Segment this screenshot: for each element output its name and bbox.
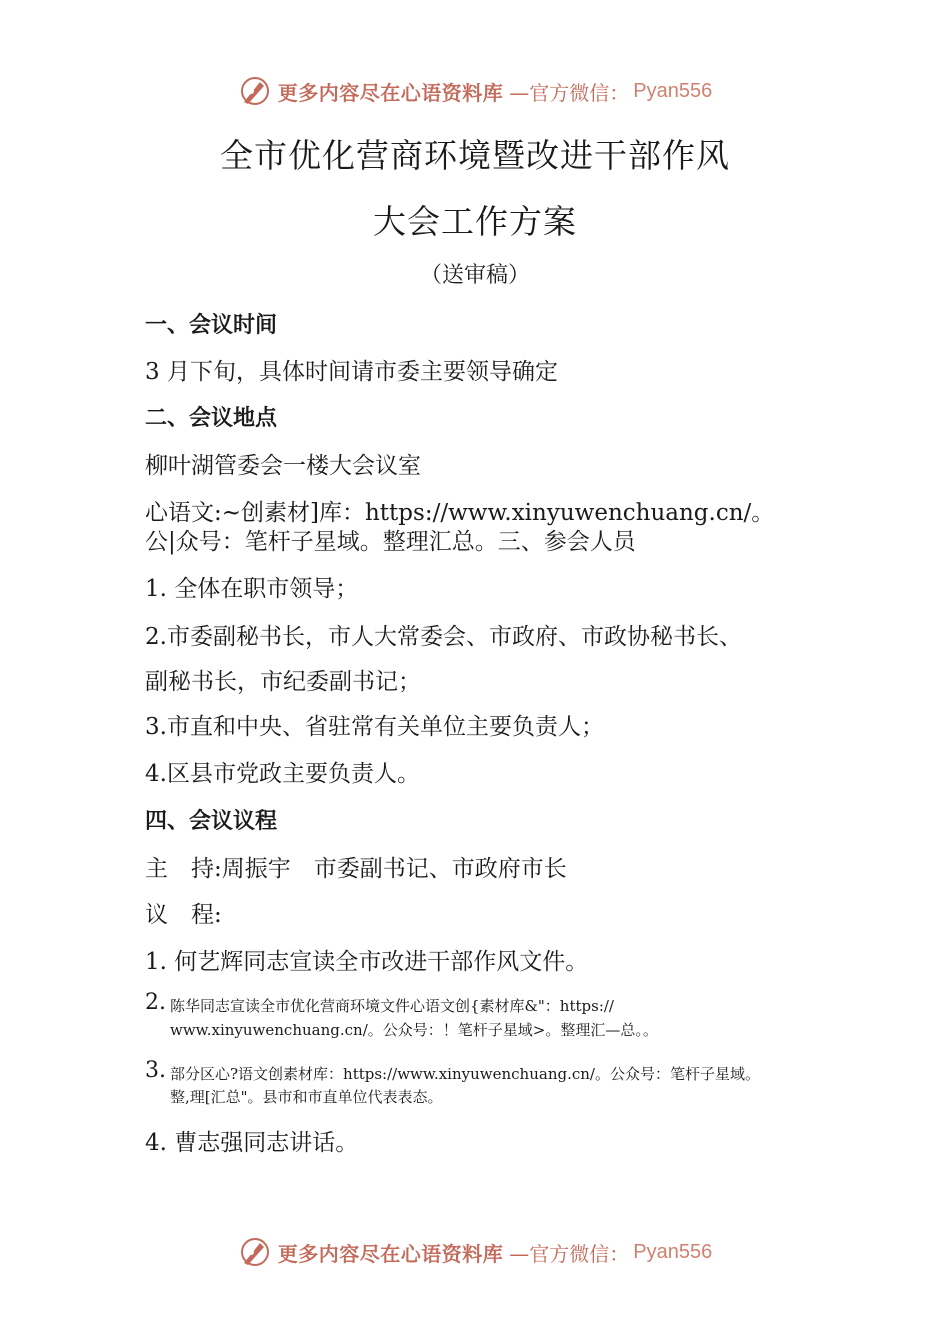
agenda-item-3-line1: 部分区心?语文创素材库：https://www.xinyuwenchuang.cn/。公众号：笔杆子星域。 [170, 1065, 760, 1083]
attendee-item-1: 1. 全体在职市领导； [145, 576, 359, 602]
banner-wechat-id: Pyan556 [633, 1240, 713, 1263]
pen-logo-icon [238, 74, 272, 108]
attendee-item-4: 4.区县市党政主要负责人。 [145, 761, 420, 787]
banner-main-text: 更多内容尽在心语资料库 [277, 1241, 504, 1266]
section-heading-time: 一、会议时间 [145, 313, 278, 338]
banner-separator-text: —官方微信： [509, 1241, 630, 1266]
attendee-item-2-line2: 副秘书长，市纪委副书记； [145, 669, 421, 695]
agenda-item-3-line2: 整,理[汇总"。县市和市直单位代表表态。 [170, 1088, 443, 1106]
agenda-item-2-number: 2. [145, 990, 166, 1015]
banner-separator-text: —官方微信： [509, 80, 630, 105]
section-heading-venue: 二、会议地点 [145, 406, 278, 431]
host-line: 主 持:周振宇 市委副书记、市政府市长 [145, 856, 567, 882]
section-heading-agenda: 四、会议议程 [145, 809, 278, 834]
document-title-line1: 全市优化营商环境暨改进干部作风 [220, 136, 730, 175]
attendee-item-2-line1: 2.市委副秘书长，市人大常委会、市政府、市政协秘书长、 [145, 624, 742, 650]
section-venue-text: 柳叶湖管委会一楼大会议室 [145, 453, 421, 479]
pen-logo-icon [238, 1235, 272, 1269]
watermark-note-line1: 心语文:~创素材]库：https://www.xinyuwenchuang.cn/。 [145, 500, 775, 526]
banner-main-text: 更多内容尽在心语资料库 [277, 80, 504, 105]
header-watermark-banner [0, 74, 950, 108]
attendee-item-3: 3.市直和中央、省驻常有关单位主要负责人； [145, 714, 604, 740]
agenda-label: 议 程: [145, 902, 222, 928]
agenda-item-2-line1: 陈华同志宣读全市优化营商环境文件心语文创{素材库&"：https:// [170, 997, 614, 1015]
agenda-item-2-line2: www.xinyuwenchuang.cn/。公众号：！笔杆子星域>。整理汇—总。。 [170, 1021, 658, 1039]
banner-wechat-id: Pyan556 [633, 79, 713, 102]
watermark-note-line2: 公|众号：笔杆子星域。整理汇总。三、参会人员 [145, 529, 636, 555]
document-title-line2: 大会工作方案 [373, 202, 577, 241]
section-time-text: 3 月下旬，具体时间请市委主要领导确定 [145, 359, 558, 385]
document-subtitle: （送审稿） [419, 263, 530, 288]
agenda-item-4: 4. 曹志强同志讲话。 [145, 1130, 359, 1156]
agenda-item-1: 1. 何艺辉同志宣读全市改进干部作风文件。 [145, 949, 589, 975]
footer-watermark-banner [0, 1235, 950, 1269]
agenda-item-3-number: 3. [145, 1058, 166, 1083]
